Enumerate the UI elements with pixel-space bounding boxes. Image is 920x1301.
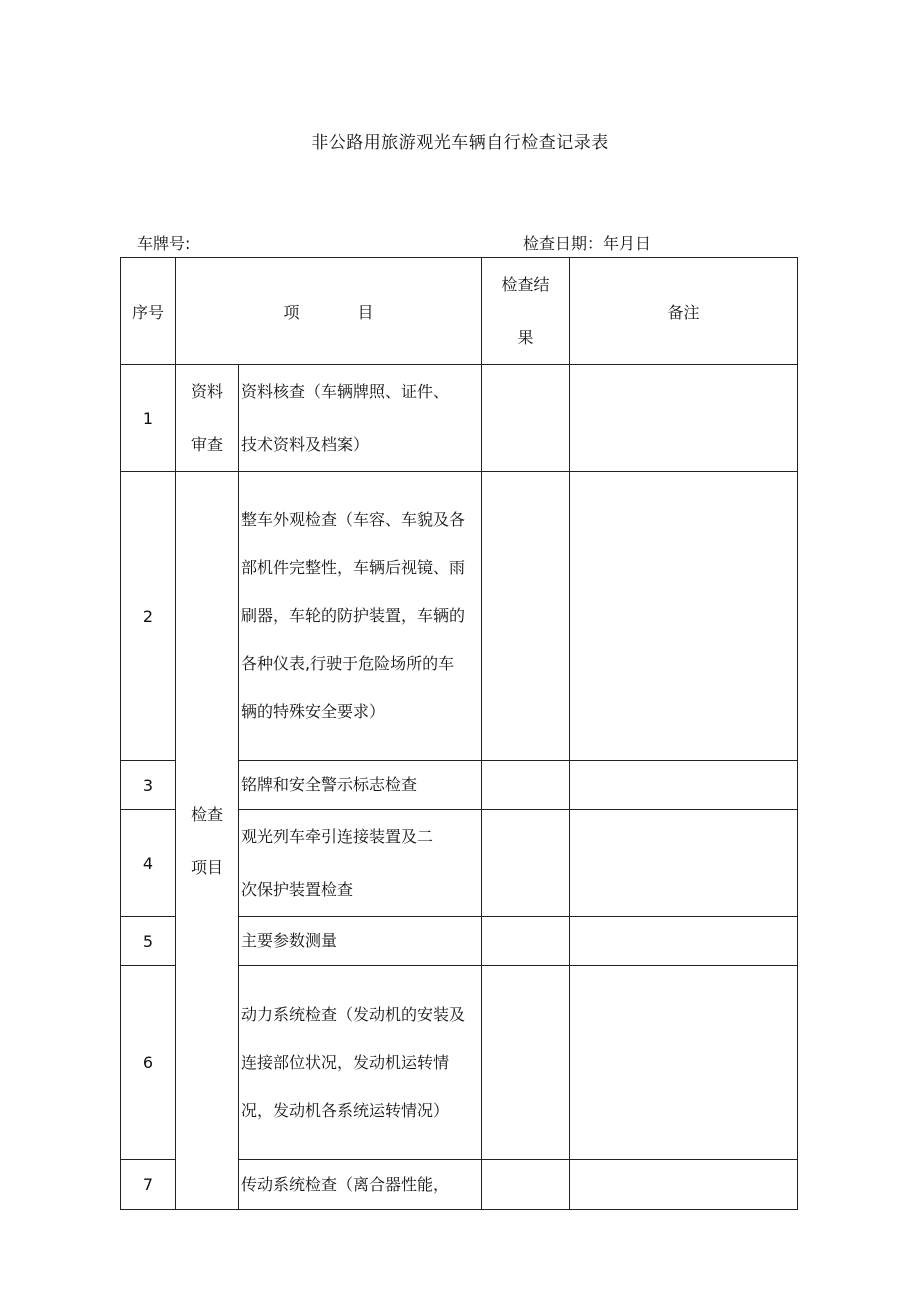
remarks-cell[interactable] xyxy=(570,1160,798,1210)
item-line: 铭牌和安全警示标志检查 xyxy=(241,775,418,794)
result-cell[interactable] xyxy=(482,1160,570,1210)
item-line: 动力系统检查（发动机的安装及 xyxy=(241,1004,466,1024)
result-cell[interactable] xyxy=(482,472,570,761)
inspection-record-table xyxy=(120,257,798,1210)
remarks-cell[interactable] xyxy=(570,472,798,761)
inspection-date-label: 检查日期：年月日 xyxy=(523,234,652,253)
header-item-b: 目 xyxy=(357,302,374,322)
item-line: 传动系统检查（离合器性能， xyxy=(241,1174,450,1194)
row-seq: 6 xyxy=(121,966,176,1160)
category-inspection-items xyxy=(176,472,239,1210)
row-item xyxy=(239,761,482,810)
header-item xyxy=(176,258,482,365)
item-line: 况，发动机各系统运转情况） xyxy=(241,1100,450,1120)
header-result-line1: 检查结 xyxy=(501,275,550,294)
table-row xyxy=(121,365,798,472)
header-result-line2: 果 xyxy=(517,328,534,347)
item-line: 辆的特殊安全要求） xyxy=(241,702,386,721)
table-header-row xyxy=(121,258,798,365)
row-item xyxy=(239,810,482,917)
category-docs-line2: 审查 xyxy=(190,435,223,454)
document-title: 非公路用旅游观光车辆自行检查记录表 xyxy=(311,133,609,153)
row-item xyxy=(239,966,482,1160)
result-cell[interactable] xyxy=(482,761,570,810)
row-seq: 4 xyxy=(121,810,176,917)
result-cell[interactable] xyxy=(482,810,570,917)
remarks-cell[interactable] xyxy=(570,761,798,810)
item-line: 观光列车牵引连接装置及二 xyxy=(241,827,434,846)
item-line: 刷器，车轮的防护装置，车辆的 xyxy=(241,606,466,625)
category-inspect-line2: 项目 xyxy=(190,857,223,877)
category-docs-line1: 资料 xyxy=(190,382,223,401)
plate-number-label: 车牌号: xyxy=(137,234,191,253)
remarks-cell[interactable] xyxy=(570,365,798,472)
row-seq: 2 xyxy=(121,472,176,761)
header-seq: 序号 xyxy=(121,258,176,365)
remarks-cell[interactable] xyxy=(570,917,798,966)
row-item xyxy=(239,1160,482,1210)
header-remarks: 备注 xyxy=(570,258,798,365)
category-docs-review xyxy=(176,365,239,472)
item-line: 部机件完整性，车辆后视镜、雨 xyxy=(241,558,466,577)
item-line: 整车外观检查（车容、车貌及各 xyxy=(241,510,466,529)
result-cell[interactable] xyxy=(482,365,570,472)
row-item xyxy=(239,917,482,966)
result-cell[interactable] xyxy=(482,917,570,966)
item-line: 技术资料及档案） xyxy=(241,435,370,454)
result-cell[interactable] xyxy=(482,966,570,1160)
header-result xyxy=(482,258,570,365)
remarks-cell[interactable] xyxy=(570,810,798,917)
table-row xyxy=(121,472,798,761)
item-line: 主要参数测量 xyxy=(241,931,338,950)
item-line: 连接部位状况，发动机运转情 xyxy=(241,1052,450,1072)
item-line: 资料核查（车辆牌照、证件、 xyxy=(241,382,450,401)
remarks-cell[interactable] xyxy=(570,966,798,1160)
row-seq: 5 xyxy=(121,917,176,966)
row-seq: 3 xyxy=(121,761,176,810)
row-seq: 1 xyxy=(121,365,176,472)
category-inspect-line1: 检查 xyxy=(190,804,223,824)
item-line: 各种仪表,行驶于危险场所的车 xyxy=(241,654,455,673)
item-line: 次保护装置检查 xyxy=(241,880,354,899)
row-item xyxy=(239,472,482,761)
row-item xyxy=(239,365,482,472)
header-item-a: 项 xyxy=(283,302,300,322)
row-seq: 7 xyxy=(121,1160,176,1210)
